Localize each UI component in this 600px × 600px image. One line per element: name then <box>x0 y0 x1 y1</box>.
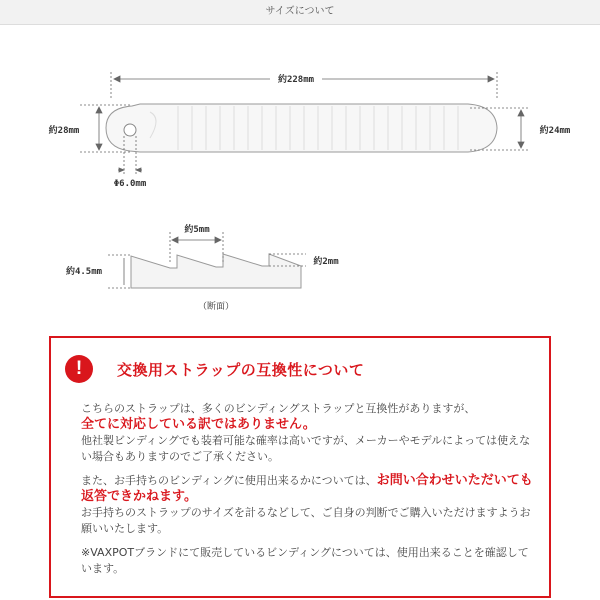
exclamation-icon: ! <box>65 355 93 383</box>
cross-section-caption: （断面） <box>197 302 235 312</box>
section-title: サイズについて <box>265 6 335 17</box>
height-label: 約4.5mm <box>65 267 103 277</box>
notice-emphasis: お問い合わせいただいても返答できかねます。 <box>81 473 533 504</box>
notice-text: こちらのストラップは、多くのビンディングストラップと互換性がありますが、 <box>81 402 476 415</box>
notice-paragraph-2 <box>81 473 533 537</box>
notice-header <box>65 352 364 386</box>
pitch-label: 約5mm <box>184 225 210 235</box>
notice-title: 交換用ストラップの互換性について <box>117 360 365 379</box>
width-right-label: 約24mm <box>539 126 571 136</box>
notice-text: ※VAXPOTブランドにて販売しているビンディングについては、使用出来ることを確認しています。 <box>81 546 529 575</box>
cross-section-shape <box>131 254 301 288</box>
strap-hole <box>124 124 136 136</box>
notice-emphasis: 全てに対応している訳ではありません。 <box>81 417 316 432</box>
hole-label: Φ6.0mm <box>113 179 147 189</box>
notice-body <box>81 401 533 585</box>
strap-size-diagram <box>0 24 600 324</box>
strap-ribs <box>178 106 458 150</box>
notice-text: お手持ちのストラップのサイズを計るなどして、ご自身の判断でご購入いただけますようお願いいたします。 <box>81 506 531 535</box>
strap-outline <box>106 104 497 152</box>
tooth-label: 約2mm <box>313 257 339 267</box>
section-header <box>0 0 600 25</box>
compatibility-notice <box>49 336 551 598</box>
notice-paragraph-3 <box>81 545 533 577</box>
notice-paragraph-1 <box>81 401 533 465</box>
length-label: 約228mm <box>277 75 315 85</box>
width-left-label: 約28mm <box>48 126 80 136</box>
notice-text: また、お手持ちのビンディングに使用出来るかについては、 <box>81 474 377 487</box>
notice-text: 他社製ビンディングでも装着可能な確率は高いですが、メーカーやモデルによっては使えない場合もありますのでご了承ください。 <box>81 434 531 463</box>
